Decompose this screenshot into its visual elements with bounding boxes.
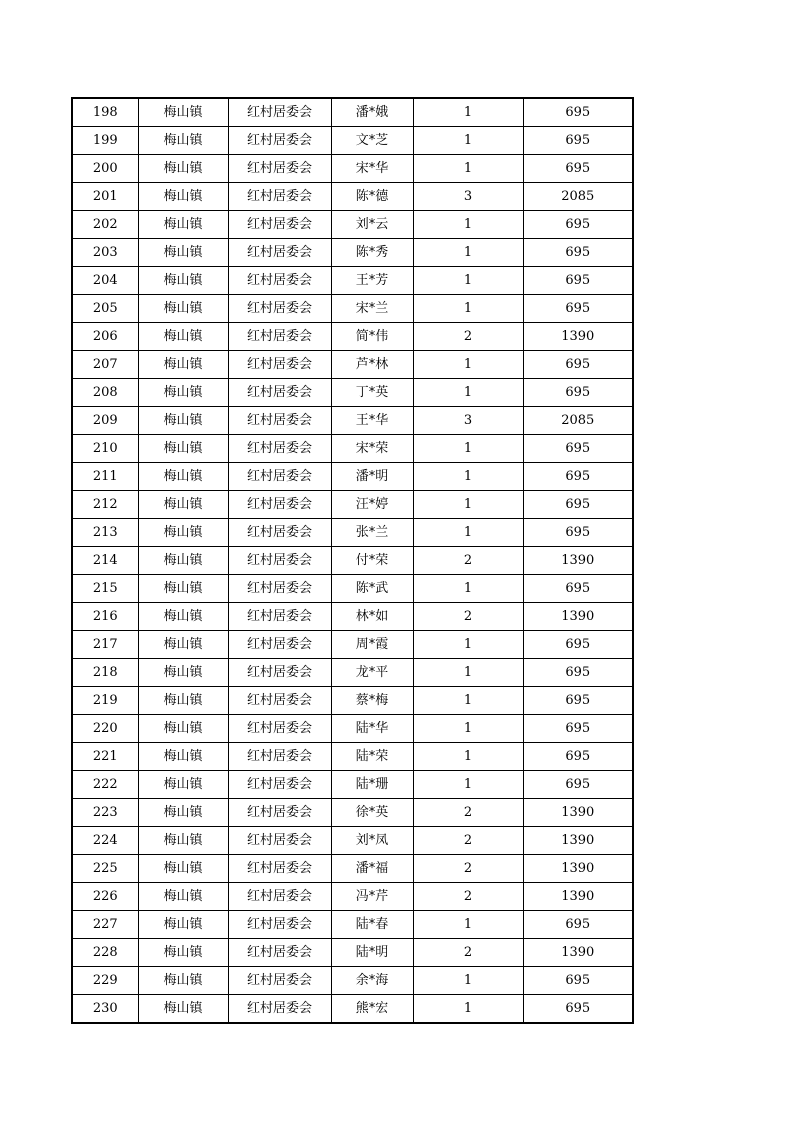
town-cell: 梅山镇 <box>138 967 228 995</box>
count-cell: 1 <box>413 519 523 547</box>
count-cell: 1 <box>413 631 523 659</box>
amount-cell: 695 <box>523 743 633 771</box>
name-cell: 周*霞 <box>331 631 413 659</box>
community-cell: 红村居委会 <box>228 995 331 1024</box>
count-cell: 1 <box>413 911 523 939</box>
town-cell: 梅山镇 <box>138 211 228 239</box>
table-row <box>72 687 633 715</box>
table-row <box>72 155 633 183</box>
community-cell: 红村居委会 <box>228 295 331 323</box>
table-row <box>72 127 633 155</box>
community-cell: 红村居委会 <box>228 211 331 239</box>
data-table <box>71 97 634 1024</box>
town-cell: 梅山镇 <box>138 323 228 351</box>
name-cell: 丁*英 <box>331 379 413 407</box>
count-cell: 1 <box>413 155 523 183</box>
town-cell: 梅山镇 <box>138 491 228 519</box>
row-number-cell: 213 <box>72 519 138 547</box>
count-cell: 1 <box>413 211 523 239</box>
table-row <box>72 659 633 687</box>
town-cell: 梅山镇 <box>138 435 228 463</box>
town-cell: 梅山镇 <box>138 715 228 743</box>
name-cell: 陆*明 <box>331 939 413 967</box>
row-number-cell: 199 <box>72 127 138 155</box>
town-cell: 梅山镇 <box>138 379 228 407</box>
town-cell: 梅山镇 <box>138 463 228 491</box>
table-row <box>72 827 633 855</box>
count-cell: 2 <box>413 323 523 351</box>
town-cell: 梅山镇 <box>138 659 228 687</box>
name-cell: 刘*云 <box>331 211 413 239</box>
town-cell: 梅山镇 <box>138 127 228 155</box>
amount-cell: 695 <box>523 967 633 995</box>
row-number-cell: 211 <box>72 463 138 491</box>
name-cell: 陈*武 <box>331 575 413 603</box>
community-cell: 红村居委会 <box>228 463 331 491</box>
community-cell: 红村居委会 <box>228 379 331 407</box>
row-number-cell: 209 <box>72 407 138 435</box>
count-cell: 1 <box>413 743 523 771</box>
row-number-cell: 226 <box>72 883 138 911</box>
community-cell: 红村居委会 <box>228 155 331 183</box>
table-row <box>72 631 633 659</box>
amount-cell: 695 <box>523 631 633 659</box>
amount-cell: 695 <box>523 98 633 127</box>
count-cell: 1 <box>413 127 523 155</box>
amount-cell: 1390 <box>523 547 633 575</box>
table-row <box>72 351 633 379</box>
count-cell: 1 <box>413 967 523 995</box>
community-cell: 红村居委会 <box>228 659 331 687</box>
count-cell: 1 <box>413 463 523 491</box>
community-cell: 红村居委会 <box>228 827 331 855</box>
town-cell: 梅山镇 <box>138 575 228 603</box>
row-number-cell: 217 <box>72 631 138 659</box>
count-cell: 2 <box>413 855 523 883</box>
table-row <box>72 435 633 463</box>
name-cell: 熊*宏 <box>331 995 413 1024</box>
count-cell: 2 <box>413 883 523 911</box>
name-cell: 张*兰 <box>331 519 413 547</box>
town-cell: 梅山镇 <box>138 351 228 379</box>
amount-cell: 695 <box>523 155 633 183</box>
amount-cell: 695 <box>523 687 633 715</box>
amount-cell: 695 <box>523 295 633 323</box>
row-number-cell: 204 <box>72 267 138 295</box>
row-number-cell: 216 <box>72 603 138 631</box>
amount-cell: 1390 <box>523 883 633 911</box>
town-cell: 梅山镇 <box>138 407 228 435</box>
town-cell: 梅山镇 <box>138 603 228 631</box>
table-row <box>72 267 633 295</box>
row-number-cell: 208 <box>72 379 138 407</box>
town-cell: 梅山镇 <box>138 827 228 855</box>
town-cell: 梅山镇 <box>138 687 228 715</box>
community-cell: 红村居委会 <box>228 183 331 211</box>
community-cell: 红村居委会 <box>228 239 331 267</box>
row-number-cell: 214 <box>72 547 138 575</box>
amount-cell: 695 <box>523 211 633 239</box>
table-body <box>72 98 633 1023</box>
name-cell: 王*华 <box>331 407 413 435</box>
table-row <box>72 407 633 435</box>
community-cell: 红村居委会 <box>228 855 331 883</box>
row-number-cell: 224 <box>72 827 138 855</box>
community-cell: 红村居委会 <box>228 799 331 827</box>
amount-cell: 695 <box>523 351 633 379</box>
amount-cell: 1390 <box>523 799 633 827</box>
name-cell: 陆*荣 <box>331 743 413 771</box>
amount-cell: 1390 <box>523 939 633 967</box>
count-cell: 2 <box>413 939 523 967</box>
name-cell: 陈*秀 <box>331 239 413 267</box>
community-cell: 红村居委会 <box>228 631 331 659</box>
table-row <box>72 799 633 827</box>
row-number-cell: 201 <box>72 183 138 211</box>
table-row <box>72 855 633 883</box>
count-cell: 2 <box>413 827 523 855</box>
amount-cell: 695 <box>523 659 633 687</box>
row-number-cell: 228 <box>72 939 138 967</box>
amount-cell: 2085 <box>523 183 633 211</box>
town-cell: 梅山镇 <box>138 771 228 799</box>
community-cell: 红村居委会 <box>228 687 331 715</box>
row-number-cell: 223 <box>72 799 138 827</box>
count-cell: 1 <box>413 435 523 463</box>
name-cell: 蔡*梅 <box>331 687 413 715</box>
table-row <box>72 295 633 323</box>
count-cell: 1 <box>413 98 523 127</box>
community-cell: 红村居委会 <box>228 883 331 911</box>
community-cell: 红村居委会 <box>228 603 331 631</box>
town-cell: 梅山镇 <box>138 155 228 183</box>
name-cell: 宋*荣 <box>331 435 413 463</box>
amount-cell: 695 <box>523 379 633 407</box>
table-row <box>72 491 633 519</box>
community-cell: 红村居委会 <box>228 323 331 351</box>
community-cell: 红村居委会 <box>228 771 331 799</box>
amount-cell: 695 <box>523 771 633 799</box>
town-cell: 梅山镇 <box>138 631 228 659</box>
name-cell: 简*伟 <box>331 323 413 351</box>
table-row <box>72 239 633 267</box>
town-cell: 梅山镇 <box>138 743 228 771</box>
community-cell: 红村居委会 <box>228 575 331 603</box>
town-cell: 梅山镇 <box>138 883 228 911</box>
count-cell: 1 <box>413 295 523 323</box>
name-cell: 龙*平 <box>331 659 413 687</box>
community-cell: 红村居委会 <box>228 435 331 463</box>
name-cell: 陆*春 <box>331 911 413 939</box>
table-row <box>72 911 633 939</box>
row-number-cell: 207 <box>72 351 138 379</box>
count-cell: 1 <box>413 715 523 743</box>
community-cell: 红村居委会 <box>228 491 331 519</box>
table-row <box>72 547 633 575</box>
amount-cell: 695 <box>523 239 633 267</box>
amount-cell: 1390 <box>523 855 633 883</box>
amount-cell: 695 <box>523 575 633 603</box>
town-cell: 梅山镇 <box>138 939 228 967</box>
community-cell: 红村居委会 <box>228 967 331 995</box>
name-cell: 汪*婷 <box>331 491 413 519</box>
table-row <box>72 463 633 491</box>
amount-cell: 695 <box>523 519 633 547</box>
town-cell: 梅山镇 <box>138 183 228 211</box>
town-cell: 梅山镇 <box>138 295 228 323</box>
row-number-cell: 212 <box>72 491 138 519</box>
town-cell: 梅山镇 <box>138 855 228 883</box>
table-row <box>72 967 633 995</box>
row-number-cell: 210 <box>72 435 138 463</box>
community-cell: 红村居委会 <box>228 267 331 295</box>
table-row <box>72 98 633 127</box>
name-cell: 王*芳 <box>331 267 413 295</box>
community-cell: 红村居委会 <box>228 715 331 743</box>
name-cell: 文*芝 <box>331 127 413 155</box>
count-cell: 3 <box>413 183 523 211</box>
row-number-cell: 215 <box>72 575 138 603</box>
count-cell: 2 <box>413 799 523 827</box>
table-row <box>72 519 633 547</box>
name-cell: 芦*林 <box>331 351 413 379</box>
count-cell: 1 <box>413 379 523 407</box>
row-number-cell: 203 <box>72 239 138 267</box>
row-number-cell: 225 <box>72 855 138 883</box>
table-row <box>72 183 633 211</box>
table-row <box>72 743 633 771</box>
community-cell: 红村居委会 <box>228 939 331 967</box>
name-cell: 陆*华 <box>331 715 413 743</box>
table-row <box>72 603 633 631</box>
count-cell: 1 <box>413 491 523 519</box>
community-cell: 红村居委会 <box>228 407 331 435</box>
name-cell: 潘*明 <box>331 463 413 491</box>
town-cell: 梅山镇 <box>138 995 228 1024</box>
count-cell: 3 <box>413 407 523 435</box>
community-cell: 红村居委会 <box>228 98 331 127</box>
name-cell: 宋*华 <box>331 155 413 183</box>
row-number-cell: 221 <box>72 743 138 771</box>
amount-cell: 1390 <box>523 827 633 855</box>
amount-cell: 695 <box>523 491 633 519</box>
count-cell: 1 <box>413 267 523 295</box>
name-cell: 陆*珊 <box>331 771 413 799</box>
amount-cell: 695 <box>523 127 633 155</box>
amount-cell: 1390 <box>523 323 633 351</box>
row-number-cell: 219 <box>72 687 138 715</box>
community-cell: 红村居委会 <box>228 519 331 547</box>
town-cell: 梅山镇 <box>138 547 228 575</box>
town-cell: 梅山镇 <box>138 519 228 547</box>
name-cell: 宋*兰 <box>331 295 413 323</box>
table-row <box>72 323 633 351</box>
community-cell: 红村居委会 <box>228 911 331 939</box>
count-cell: 1 <box>413 771 523 799</box>
community-cell: 红村居委会 <box>228 351 331 379</box>
name-cell: 陈*德 <box>331 183 413 211</box>
count-cell: 1 <box>413 239 523 267</box>
table-row <box>72 715 633 743</box>
amount-cell: 695 <box>523 435 633 463</box>
count-cell: 1 <box>413 687 523 715</box>
amount-cell: 695 <box>523 995 633 1024</box>
row-number-cell: 205 <box>72 295 138 323</box>
row-number-cell: 229 <box>72 967 138 995</box>
count-cell: 1 <box>413 575 523 603</box>
town-cell: 梅山镇 <box>138 267 228 295</box>
row-number-cell: 198 <box>72 98 138 127</box>
name-cell: 付*荣 <box>331 547 413 575</box>
row-number-cell: 206 <box>72 323 138 351</box>
table-row <box>72 883 633 911</box>
town-cell: 梅山镇 <box>138 239 228 267</box>
table-row <box>72 939 633 967</box>
row-number-cell: 202 <box>72 211 138 239</box>
amount-cell: 1390 <box>523 603 633 631</box>
amount-cell: 695 <box>523 715 633 743</box>
table-row <box>72 575 633 603</box>
community-cell: 红村居委会 <box>228 743 331 771</box>
row-number-cell: 218 <box>72 659 138 687</box>
row-number-cell: 230 <box>72 995 138 1024</box>
row-number-cell: 227 <box>72 911 138 939</box>
row-number-cell: 200 <box>72 155 138 183</box>
community-cell: 红村居委会 <box>228 127 331 155</box>
count-cell: 2 <box>413 547 523 575</box>
town-cell: 梅山镇 <box>138 911 228 939</box>
town-cell: 梅山镇 <box>138 98 228 127</box>
name-cell: 徐*英 <box>331 799 413 827</box>
table-row <box>72 211 633 239</box>
amount-cell: 695 <box>523 463 633 491</box>
count-cell: 1 <box>413 995 523 1024</box>
name-cell: 余*海 <box>331 967 413 995</box>
name-cell: 林*如 <box>331 603 413 631</box>
count-cell: 2 <box>413 603 523 631</box>
name-cell: 潘*福 <box>331 855 413 883</box>
amount-cell: 695 <box>523 911 633 939</box>
community-cell: 红村居委会 <box>228 547 331 575</box>
name-cell: 刘*凤 <box>331 827 413 855</box>
amount-cell: 2085 <box>523 407 633 435</box>
count-cell: 1 <box>413 659 523 687</box>
name-cell: 冯*芹 <box>331 883 413 911</box>
row-number-cell: 220 <box>72 715 138 743</box>
name-cell: 潘*娥 <box>331 98 413 127</box>
table-row <box>72 771 633 799</box>
amount-cell: 695 <box>523 267 633 295</box>
town-cell: 梅山镇 <box>138 799 228 827</box>
table-row <box>72 379 633 407</box>
table-row <box>72 995 633 1024</box>
count-cell: 1 <box>413 351 523 379</box>
row-number-cell: 222 <box>72 771 138 799</box>
